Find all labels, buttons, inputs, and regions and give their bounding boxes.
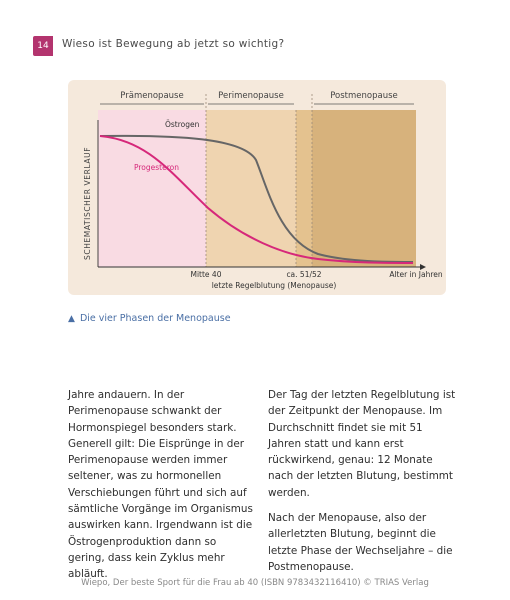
body-column-right [268, 387, 456, 584]
page-footer: Wiepo, Der beste Sport für die Frau ab 40 (ISBN 9783432116410) © TRIAS Verlag [81, 578, 429, 588]
menopause-diagram [68, 80, 446, 295]
last-period-label: letzte Regelblutung (Menopause) [211, 281, 337, 290]
premenopause-region [98, 110, 206, 267]
body-paragraph: Nach der Menopause, also der allerletzten Blutung, beginnt die letzte Phase der Wechseljahre – die Postmenopause. [268, 512, 453, 573]
tick-label-mid40: Mitte 40 [190, 270, 222, 279]
page-number-badge: 14 [33, 36, 53, 56]
body-column-left [68, 387, 256, 592]
body-paragraph: Jahre andauern. In der Perimenopause schwankt der Hormonspiegel besonders stark. Generell gilt: Die Eisprünge in der Perimenopause werden immer seltener, was zu hormonellen Verschiebungen führt und sich auf sämtliche Vorgänge im Organismus auswirken kann. Irgendwann ist die Östrogenproduktion dann so gering, dass kein Zyklus mehr abläuft. [68, 389, 253, 581]
page-header-title: Wieso ist Bewegung ab jetzt so wichtig? [62, 38, 285, 50]
tick-label-51: ca. 51/52 [286, 270, 322, 279]
menopause-phases-figure [68, 80, 446, 295]
postmenopause-region [312, 110, 416, 267]
perimenopause-overlap-region [296, 110, 312, 267]
figure-caption-text: Die vier Phasen der Menopause [79, 313, 231, 324]
progesterone-label: Progesteron [134, 163, 179, 172]
tick-label-age: Alter in Jahren [389, 270, 443, 279]
estrogen-label: Östrogen [165, 120, 200, 129]
y-axis-label: SCHEMATISCHER VERLAUF [83, 146, 92, 260]
caption-arrow-icon: ▲ [68, 314, 75, 324]
figure-caption [68, 313, 231, 324]
phase-label-perimenopause: Perimenopause [218, 91, 284, 101]
phase-label-postmenopause: Postmenopause [330, 91, 398, 101]
phase-label-premenopause: Prämenopause [120, 91, 184, 101]
body-paragraph: Der Tag der letzten Regelblutung ist der Zeitpunkt der Menopause. Im Durchschnitt findet sie mit 51 Jahren statt und kann erst rückwirkend, genau: 12 Monate nach der letzten Blutung, bestimmt werden. [268, 389, 456, 499]
